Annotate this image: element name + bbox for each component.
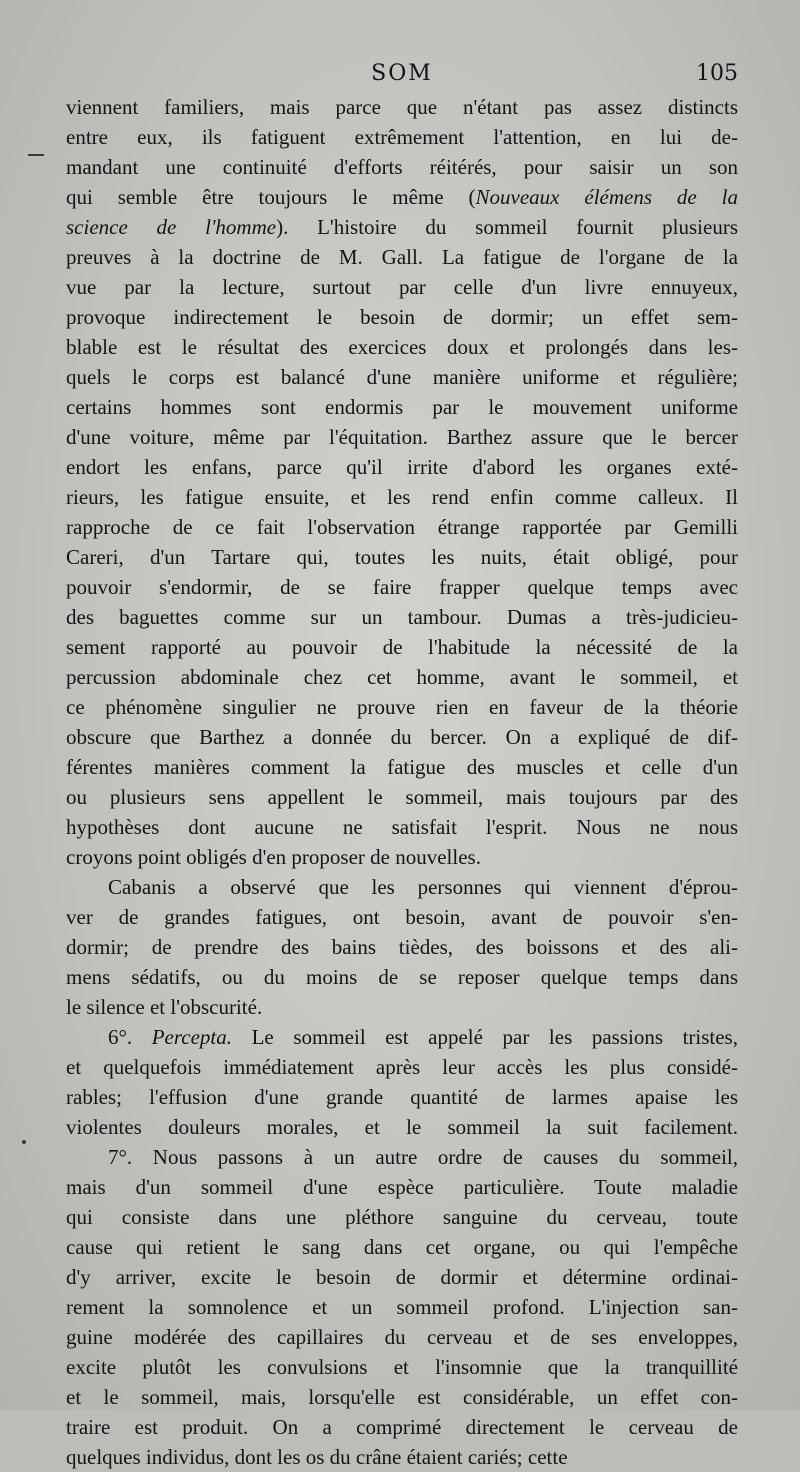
text-run: 6°. [108,1025,152,1049]
text-run: le silence et l'obscurité. [66,995,263,1019]
text-line [66,272,738,302]
margin-mark [28,154,44,156]
text-line [66,602,738,632]
body-text [66,92,738,1472]
text-line [66,452,738,482]
text-run: des baguettes comme sur un tambour. Dumas a très-judicieu- [66,605,738,629]
text-run: qui semble être toujours le même ( [66,185,476,209]
text-run: férentes manières comment la fatigue des muscles et celle d'un [66,755,738,779]
text-run: blable est le résultat des exercices doux et prolongés dans les- [66,335,738,359]
text-run: mens sédatifs, ou du moins de se reposer quelque temps dans [66,965,738,989]
text-line [66,392,738,422]
text-line [66,212,738,242]
text-line [66,872,738,902]
text-line [66,1142,738,1172]
text-line [66,932,738,962]
text-run: vue par la lecture, surtout par celle d'un livre ennuyeux, [66,275,738,299]
text-line [66,782,738,812]
text-line [66,1082,738,1112]
text-run: Careri, d'un Tartare qui, toutes les nuits, était obligé, pour [66,545,738,569]
text-run: obscure que Barthez a donnée du bercer. On a expliqué de dif- [66,725,738,749]
text-line [66,1232,738,1262]
text-run: ). L'histoire du sommeil fournit plusieurs [276,215,738,239]
text-line [66,1172,738,1202]
text-line [66,542,738,572]
text-line [66,332,738,362]
text-line [66,512,738,542]
text-run: pouvoir s'endormir, de se faire frapper quelque temps avec [66,575,738,599]
text-line [66,122,738,152]
text-run: qui consiste dans une pléthore sanguine du cerveau, toute [66,1205,738,1229]
text-line [66,92,738,122]
running-head: SOM [371,61,433,86]
text-line [66,962,738,992]
text-line [66,242,738,272]
margin-dot [22,1140,26,1144]
text-run: et le sommeil, mais, lorsqu'elle est considérable, un effet con- [66,1385,738,1409]
text-line [66,1322,738,1352]
text-line [66,1202,738,1232]
text-run: quelques individus, dont les os du crâne étaient cariés; cette [66,1445,568,1469]
text-run: viennent familiers, mais parce que n'étant pas assez distincts [66,95,738,119]
text-line [66,362,738,392]
text-run: sement rapporté au pouvoir de l'habitude la nécessité de la [66,635,738,659]
text-run: d'une voiture, même par l'équitation. Barthez assure que le bercer [66,425,738,449]
text-line [66,1412,738,1442]
text-line [66,1022,738,1052]
text-run: croyons point obligés d'en proposer de nouvelles. [66,845,481,869]
text-line [66,572,738,602]
text-line [66,302,738,332]
text-line [66,1292,738,1322]
text-run: Cabanis a observé que les personnes qui viennent d'éprou- [108,875,738,899]
text-run: quels le corps est balancé d'une manière uniforme et régulière; [66,365,738,389]
text-run: ver de grandes fatigues, ont besoin, avant de pouvoir s'en- [66,905,738,929]
text-run: 7°. Nous passons à un autre ordre de causes du sommeil, [108,1145,738,1169]
text-run: rapproche de ce fait l'observation étrange rapportée par Gemilli [66,515,738,539]
text-run: d'y arriver, excite le besoin de dormir et détermine ordinai- [66,1265,738,1289]
italic-run: Percepta. [151,1025,233,1049]
text-line [66,722,738,752]
text-run: percussion abdominale chez cet homme, avant le sommeil, et [66,665,738,689]
text-run: Le sommeil est appelé par les passions tristes, [232,1025,738,1049]
text-run: preuves à la doctrine de M. Gall. La fatigue de l'organe de la [66,245,738,269]
text-run: ou plusieurs sens appellent le sommeil, mais toujours par des [66,785,738,809]
text-run: excite plutôt les convulsions et l'insomnie que la tranquillité [66,1355,738,1379]
text-run: cause qui retient le sang dans cet organe, ou qui l'empêche [66,1235,738,1259]
text-line [66,752,738,782]
text-line [66,1352,738,1382]
text-run: entre eux, ils fatiguent extrêmement l'attention, en lui de- [66,125,738,149]
text-run: mais d'un sommeil d'une espèce particulière. Toute maladie [66,1175,738,1199]
text-line [66,1112,738,1142]
text-line [66,992,738,1022]
text-run: certains hommes sont endormis par le mouvement uniforme [66,395,738,419]
text-run: guine modérée des capillaires du cerveau et de ses enveloppes, [66,1325,738,1349]
text-run: provoque indirectement le besoin de dormir; un effet sem- [66,305,738,329]
text-run: rement la somnolence et un sommeil profond. L'injection san- [66,1295,738,1319]
text-run: dormir; de prendre des bains tièdes, des boissons et des ali- [66,935,738,959]
text-run: rables; l'effusion d'une grande quantité de larmes apaise les [66,1085,738,1109]
text-line [66,662,738,692]
text-line [66,632,738,662]
text-line [66,842,738,872]
text-run: violentes douleurs morales, et le sommeil la suit facilement. [66,1115,738,1139]
text-line [66,902,738,932]
italic-run: science de l'homme [66,215,277,239]
text-line [66,182,738,212]
text-line [66,422,738,452]
text-line [66,1262,738,1292]
text-line [66,692,738,722]
text-line [66,812,738,842]
text-line [66,1442,738,1472]
page-number: 105 [696,61,738,86]
italic-run: Nouveaux élémens de la [475,185,738,209]
text-line [66,152,738,182]
text-line [66,1052,738,1082]
text-run: et quelquefois immédiatement après leur accès les plus considé- [66,1055,738,1079]
text-run: ce phénomène singulier ne prouve rien en faveur de la théorie [66,695,738,719]
text-run: traire est produit. On a comprimé directement le cerveau de [66,1415,738,1439]
text-line [66,1382,738,1412]
text-line [66,482,738,512]
text-run: hypothèses dont aucune ne satisfait l'esprit. Nous ne nous [66,815,738,839]
page-header [66,56,738,92]
text-run: endort les enfans, parce qu'il irrite d'abord les organes exté- [66,455,738,479]
text-run: rieurs, les fatigue ensuite, et les rend enfin comme calleux. Il [66,485,738,509]
text-run: mandant une continuité d'efforts réitérés, pour saisir un son [66,155,738,179]
